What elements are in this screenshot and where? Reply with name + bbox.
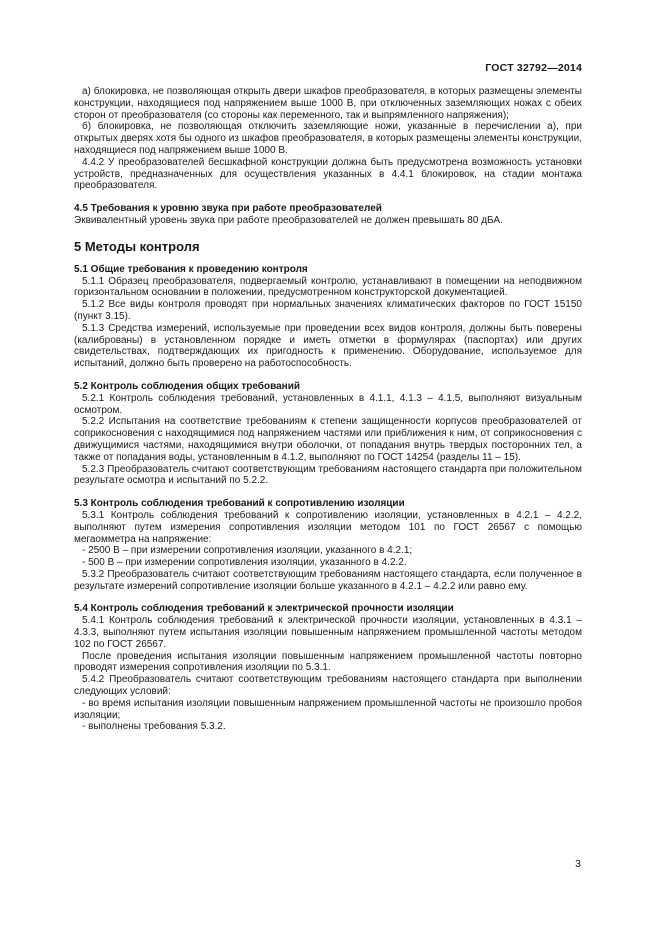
paragraph-4-4-2: 4.4.2 У преобразователей бесшкафной конструкции должна быть предусмотрена возможность установки устройств, предназначенных для осуществления указанных в 4.4.1 блокировок, на стадии монтажа преобразователя.: [74, 156, 582, 192]
list-item-no-breakdown: - во время испытания изоляции повышенным напряжением промышленной частоты не произошло пробоя изоляции;: [74, 697, 582, 721]
paragraph-5-3-2: 5.3.2 Преобразователь считают соответствующим требованиям настоящего стандарта, если полученное в результате измерений сопротивление изоляции больше указанного в 4.2.1 – 4.2.2 или равно ему.: [74, 568, 582, 592]
paragraph-5-4-1-repeat: После проведения испытания изоляции повышенным напряжением промышленной частоты повторно проводят измерения сопротивления изоляции по 5.3.1.: [74, 650, 582, 674]
heading-5-2: 5.2 Контроль соблюдения общих требований: [74, 380, 300, 392]
list-item-requirements-met: - выполнены требования 5.3.2.: [82, 721, 226, 733]
paragraph-5-2-2: 5.2.2 Испытания на соответствие требованиям к степени защищенности корпусов преобразователей от соприкосновения с находящимися под напряжением частями или приближения к ним, от соприкосновения с движущимися частями, находящимися внутри оболочки, от попадания внутрь твердых посторонних тел, а также от попадания воды, установленным в 4.1.2, выполняют по ГОСТ 14254 (разделы 11 – 15).: [74, 416, 582, 463]
heading-5-4: 5.4 Контроль соблюдения требований к электрической прочности изоляции: [74, 603, 454, 615]
running-header: ГОСТ 32792—2014: [485, 62, 582, 74]
paragraph-5-2-1: 5.2.1 Контроль соблюдения требований, установленных в 4.1.1, 4.1.3 – 4.1.5, выполняют визуальным осмотром.: [74, 392, 582, 416]
paragraph-5-1-3: 5.1.3 Средства измерений, используемые при проведении всех видов контроля, должны быть поверены (калиброваны) в установленном порядке и иметь отметки в формулярах (паспортах) или других свидетельствах, подтверждающих их пригодность к применению. Оборудование, используемое для испытаний, должно быть проверено на работоспособность.: [74, 322, 582, 370]
paragraph-5-1-2: 5.1.2 Все виды контроля проводят при нормальных значениях климатических факторов по ГОСТ 15150 (пункт 3.15).: [74, 299, 582, 322]
page-number: 3: [575, 858, 581, 870]
list-item-500v: - 500 В – при измерении сопротивления изоляции, указанного в 4.2.2.: [82, 557, 407, 569]
paragraph-5-2-3: 5.2.3 Преобразователь считают соответствующим требованиям настоящего стандарта при положительном результате осмотра и испытаний по 5.2.2.: [74, 463, 582, 487]
paragraph-interlock-a: а) блокировка, не позволяющая открыть двери шкафов преобразователя, в которых размещены элементы конструкции, находящиеся под напряжением выше 1000 В, при отключенных заземляющих ножах с обеих сторон от преобразователя (со стороны как переменного, так и выпрямленного напряжения);: [74, 86, 582, 121]
paragraph-5-4-2: 5.4.2 Преобразователь считают соответствующим требованиям настоящего стандарта при выполнении следующих условий:: [74, 674, 582, 698]
heading-section-5: 5 Методы контроля: [74, 238, 200, 254]
paragraph-4-5: Эквивалентный уровень звука при работе преобразователей не должен превышать 80 дБА.: [74, 214, 503, 226]
list-item-2500v: - 2500 В – при измерении сопротивления изоляции, указанного в 4.2.1;: [82, 545, 413, 557]
paragraph-5-1-1: 5.1.1 Образец преобразователя, подвергаемый контролю, устанавливают в помещении на неподвижном горизонтальном основании в положении, предусмотренном конструкторской документацией.: [74, 275, 582, 299]
paragraph-interlock-b: б) блокировка, не позволяющая отключить заземляющие ножи, указанные в перечислении а), при открытых дверях хотя бы одного из шкафов преобразователя, в которых размещены элементы конструкции, находящиеся под напряжением выше 1000 В.: [74, 121, 582, 156]
paragraph-5-4-1: 5.4.1 Контроль соблюдения требований к электрической прочности изоляции, установленных в 4.3.1 – 4.3.3, выполняют путем испытания изоляции повышенным напряжением промышленной частоты методом 102 по ГОСТ 26567.: [74, 615, 582, 650]
page-body: [74, 86, 582, 733]
heading-4-5: 4.5 Требования к уровню звука при работе преобразователей: [74, 203, 382, 215]
paragraph-5-3-1: 5.3.1 Контроль соблюдения требований к сопротивлению изоляции, установленных в 4.2.1 – 4.2.2, выполняют путем измерения сопротивления изоляции методом 101 по ГОСТ 26567 с помощью мегаомметра на напряжение:: [74, 509, 582, 545]
heading-5-3: 5.3 Контроль соблюдения требований к сопротивлению изоляции: [74, 498, 405, 510]
heading-5-1: 5.1 Общие требования к проведению контроля: [74, 263, 308, 275]
